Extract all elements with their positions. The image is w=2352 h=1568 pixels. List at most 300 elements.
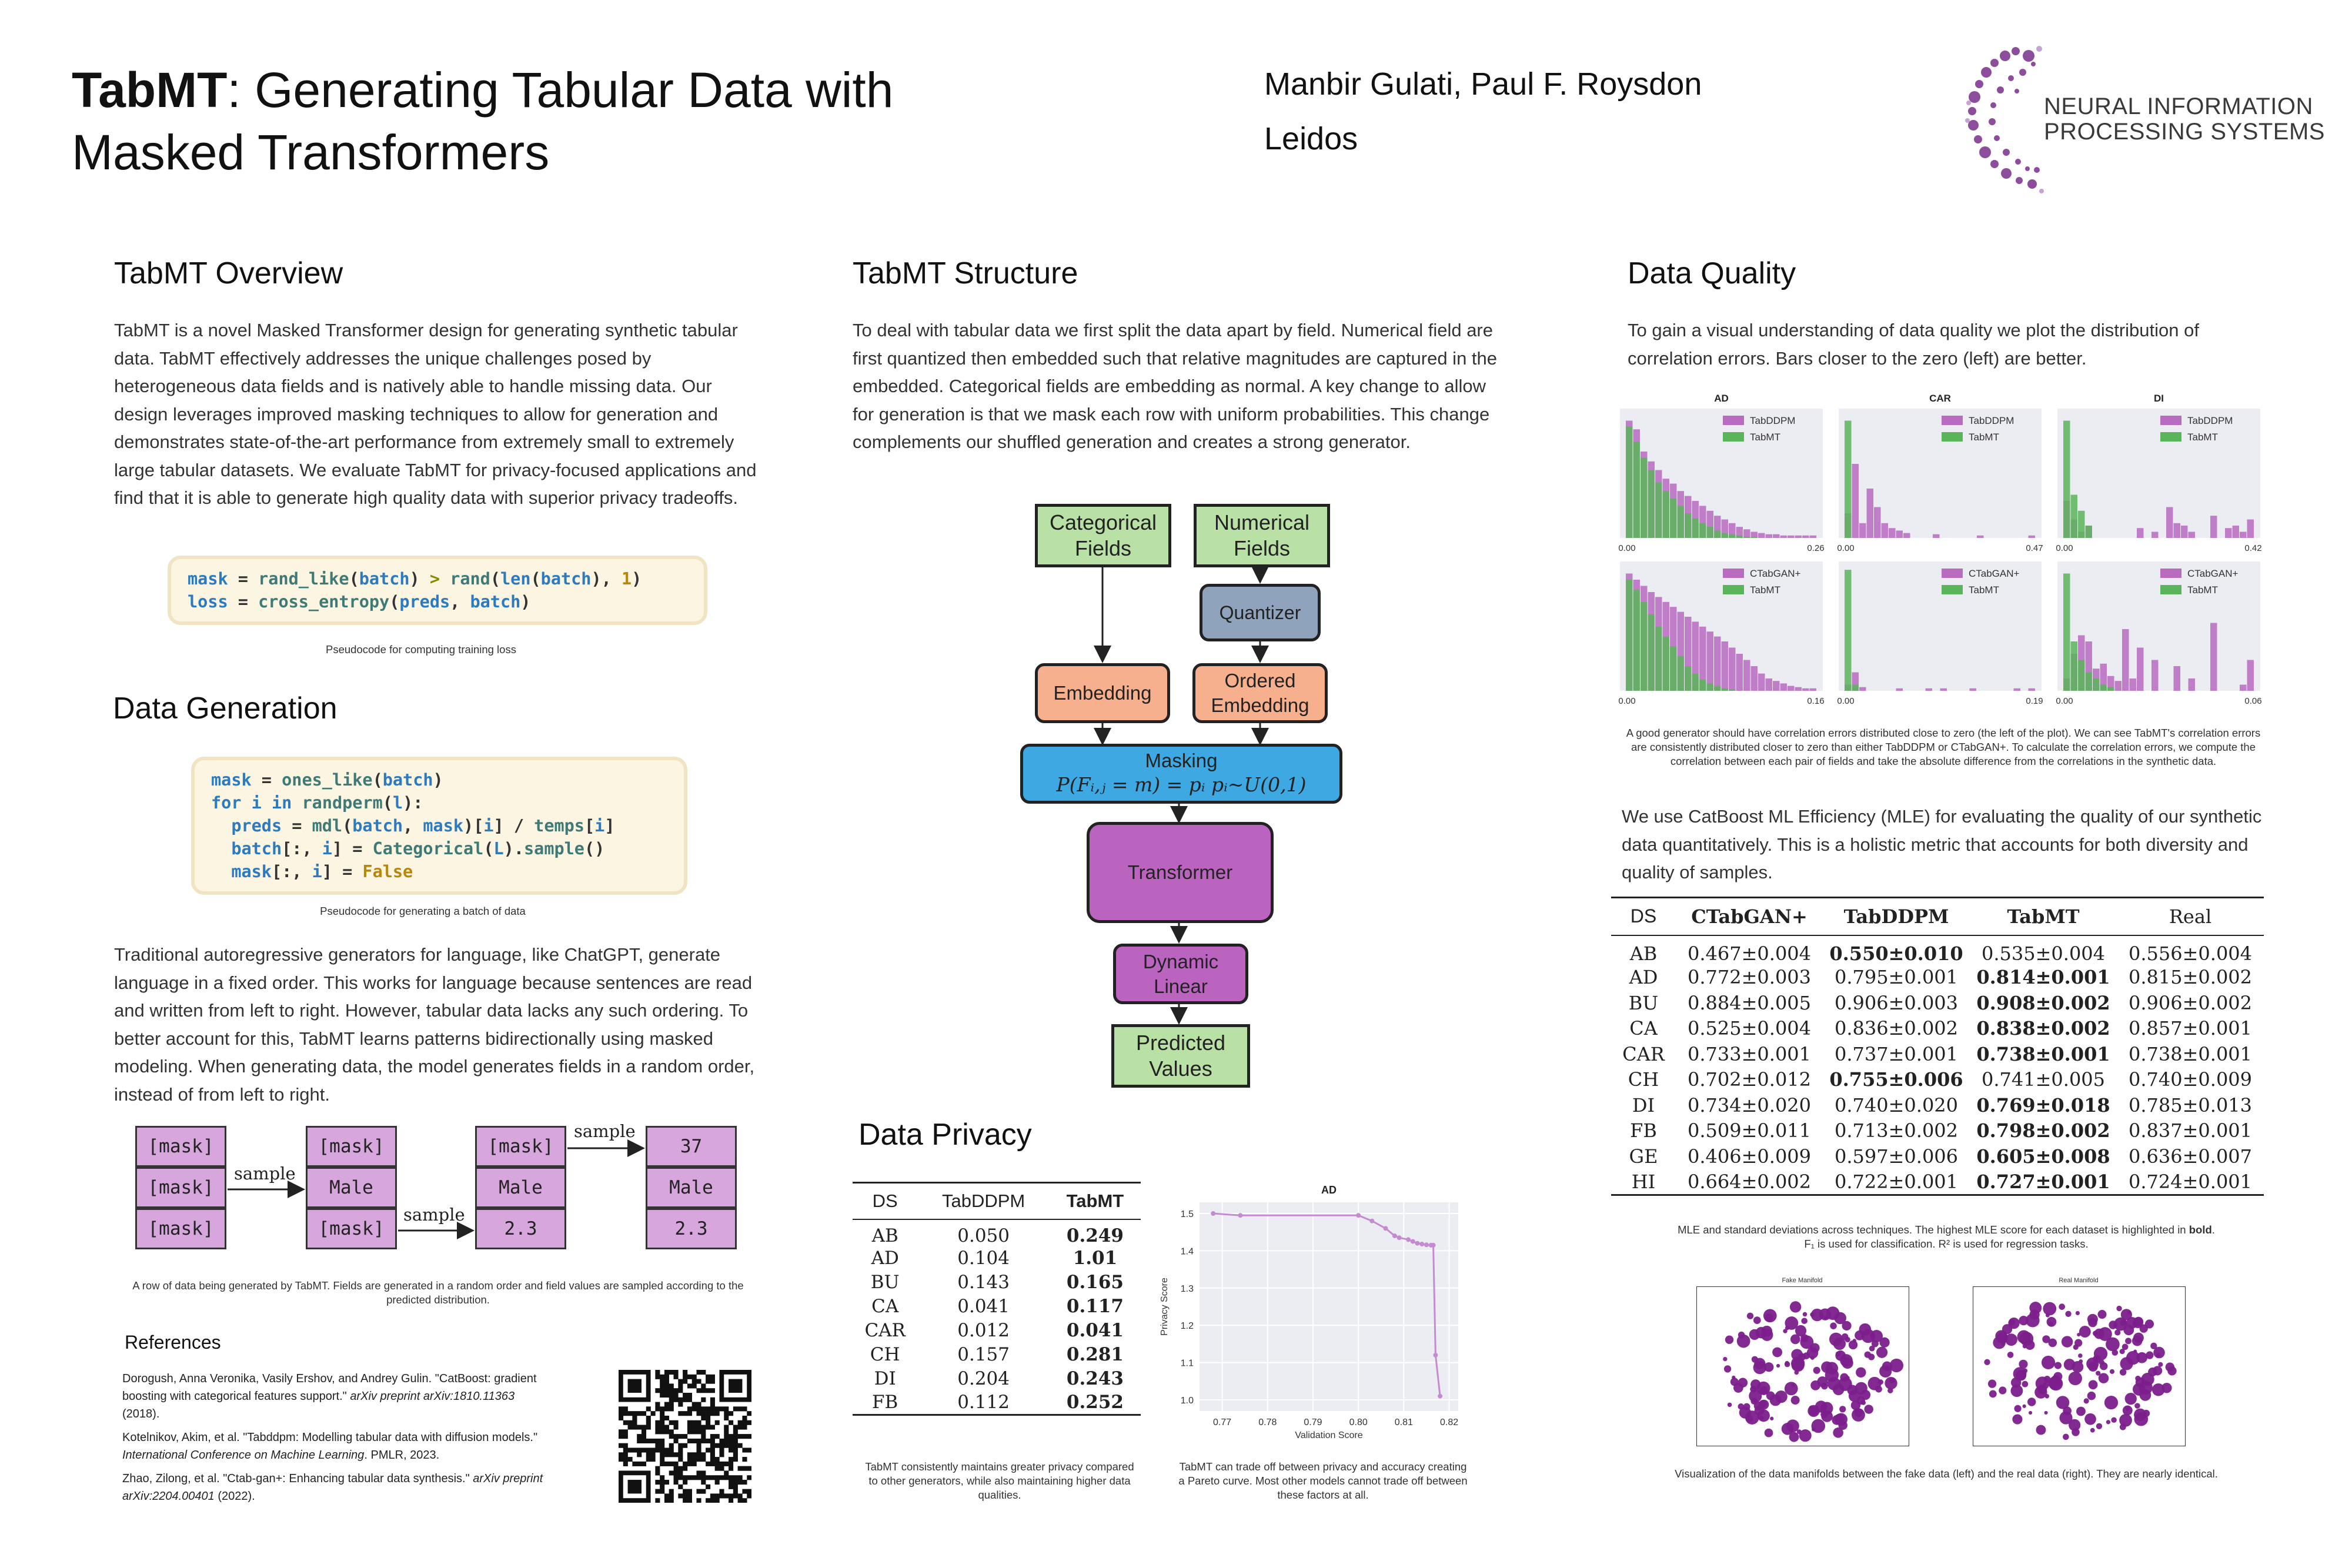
histogram-bar — [2029, 688, 2036, 691]
mle-table — [1611, 897, 2264, 1196]
mle-caption-line2: F₁ is used for classification. R² is used for regression tasks. — [1804, 1238, 2089, 1250]
privacy-table-cell: 0.281 — [1066, 1344, 1124, 1365]
histogram-bar — [1970, 688, 1977, 691]
qr-module — [651, 1447, 656, 1452]
legend-label: TabMT — [2187, 432, 2218, 443]
qr-module — [692, 1379, 697, 1384]
qr-module — [646, 1416, 651, 1420]
mle-table-cell: 0.857±0.001 — [2128, 1017, 2253, 1040]
histogram-bar — [2071, 495, 2078, 539]
qr-module — [729, 1447, 733, 1452]
qr-module — [669, 1429, 674, 1434]
qr-module — [655, 1402, 660, 1407]
manifold-cluster — [2090, 1428, 2095, 1433]
mle-table-row — [1611, 1092, 2264, 1118]
qr-module — [687, 1406, 692, 1411]
manifold-cluster — [1868, 1353, 1875, 1360]
histogram-bar — [1707, 683, 1714, 691]
manifold-cluster — [2044, 1411, 2048, 1415]
qr-module — [687, 1393, 692, 1398]
legend-swatch — [1942, 569, 1963, 578]
mle-table-cell: 0.795±0.001 — [1834, 966, 1959, 989]
qr-module — [715, 1466, 720, 1471]
qr-module — [747, 1411, 751, 1416]
qr-module — [655, 1480, 660, 1485]
manifold-cluster — [2076, 1311, 2080, 1315]
privacy-table-cell: 0.165 — [1066, 1272, 1124, 1293]
manifold-cluster — [1770, 1417, 1773, 1420]
mle-table-cell: 0.798±0.002 — [1976, 1119, 2110, 1142]
histogram-bar — [2086, 673, 2093, 691]
qr-module — [724, 1475, 729, 1480]
mle-table-cell: DI — [1632, 1094, 1655, 1116]
manifold-cluster — [1776, 1364, 1780, 1368]
qr-module — [724, 1411, 729, 1416]
manifold-cluster — [1984, 1359, 1990, 1365]
categorical-fields-box: Categorical Fields — [1035, 504, 1171, 567]
qr-module — [706, 1406, 710, 1411]
qr-module — [738, 1493, 743, 1498]
histogram-bar — [1743, 529, 1750, 538]
poster-title — [72, 59, 894, 183]
qr-module — [678, 1383, 683, 1388]
qr-module — [683, 1489, 687, 1494]
qr-module — [687, 1411, 692, 1416]
mle-table-cell: CH — [1628, 1068, 1659, 1091]
histogram-bar — [2014, 688, 2021, 691]
qr-module — [660, 1475, 664, 1480]
qr-module — [729, 1462, 733, 1466]
qr-module — [719, 1493, 724, 1498]
qr-module — [724, 1493, 729, 1498]
histogram-bar — [2130, 678, 2137, 691]
qr-module — [678, 1470, 683, 1475]
row-cell: [mask] — [306, 1126, 397, 1167]
mle-table-cell: 0.772±0.003 — [1687, 966, 1812, 989]
histogram-bar — [1699, 680, 1706, 691]
manifold-cluster — [1879, 1338, 1889, 1348]
qr-module — [696, 1370, 701, 1375]
qr-module — [683, 1375, 687, 1379]
manifold-cluster — [2106, 1338, 2120, 1352]
sample-label: sample — [403, 1205, 465, 1225]
manifold-cluster — [1743, 1403, 1750, 1410]
structure-body: To deal with tabular data we first split the data apart by field. Numerical field are first quantized then embedded such that relative magnitudes are captured in the embedded. Categorical fields are embedding as normal. A key change to allow for generation is that we mask each row with uniform probabilities. This change complements our shuffled generation and creates a strong generator. — [853, 320, 1498, 452]
legend-swatch — [1942, 432, 1963, 442]
manifold-cluster — [1772, 1348, 1782, 1358]
manifold-cluster — [1761, 1329, 1773, 1341]
qr-module — [692, 1452, 697, 1457]
qr-module — [742, 1406, 747, 1411]
histogram-bar — [1940, 688, 1947, 691]
masking-box — [1020, 744, 1342, 804]
manifold-cluster — [2043, 1302, 2056, 1316]
histogram-plot — [1614, 391, 1829, 553]
histogram-title: DI — [2154, 393, 2164, 404]
qr-module — [687, 1439, 692, 1443]
histogram-bar — [1933, 534, 1940, 538]
manifold-cluster — [1995, 1330, 2007, 1342]
qr-module — [655, 1370, 660, 1375]
histogram-bar — [1648, 614, 1655, 691]
manifold-cluster — [2100, 1362, 2108, 1370]
qr-module — [701, 1388, 706, 1393]
qr-module — [747, 1475, 751, 1480]
qr-module — [632, 1411, 637, 1416]
qr-module — [701, 1489, 706, 1494]
manifold-cluster — [2029, 1411, 2032, 1415]
authors: Manbir Gulati, Paul F. Roysdon — [1264, 66, 1702, 102]
qr-module — [733, 1485, 738, 1489]
qr-module — [729, 1466, 733, 1471]
qr-module — [687, 1420, 692, 1425]
histogram-title: AD — [1714, 393, 1729, 404]
qr-module — [701, 1429, 706, 1434]
histogram-bar — [1802, 536, 1809, 538]
qr-module — [628, 1447, 633, 1452]
privacy-table-cell: 0.112 — [957, 1392, 1010, 1413]
qr-module — [742, 1416, 747, 1420]
mle-table-cell: 0.556±0.004 — [2128, 942, 2253, 965]
chart-x-tick-label: 0.79 — [1304, 1417, 1322, 1427]
manifold-cluster — [1835, 1413, 1847, 1426]
qr-module — [687, 1452, 692, 1457]
histogram-tick-label: 0.19 — [2026, 696, 2043, 706]
qr-module — [683, 1480, 687, 1485]
histogram-bar — [2137, 648, 2144, 691]
fake-manifold-plot — [1696, 1286, 1909, 1446]
qr-module — [729, 1485, 733, 1489]
histogram-tick-label: 0.26 — [1807, 543, 1825, 553]
qr-module — [655, 1425, 660, 1430]
chart-point — [1356, 1213, 1361, 1218]
histogram-bar — [2151, 660, 2159, 691]
legend-swatch — [2160, 416, 2181, 425]
qr-module — [655, 1466, 660, 1471]
qr-module — [619, 1429, 623, 1434]
qr-module — [669, 1383, 674, 1388]
histogram-bar — [2210, 516, 2217, 538]
qr-module — [738, 1406, 743, 1411]
privacy-table-cell: 0.012 — [957, 1320, 1010, 1341]
quality-intro: To gain a visual understanding of data quality we plot the distribution of correlation errors. Bars closer to the zero (left) are better. — [1628, 320, 2199, 369]
qr-module — [646, 1457, 651, 1462]
qr-module — [724, 1443, 729, 1448]
qr-module — [724, 1425, 729, 1430]
manifold-cluster — [1989, 1390, 1997, 1398]
qr-module — [651, 1411, 656, 1416]
mle-table-cell: 0.597±0.006 — [1834, 1145, 1959, 1168]
manifold-cluster — [1738, 1403, 1744, 1410]
qr-code-icon[interactable] — [619, 1370, 751, 1503]
qr-module — [724, 1406, 729, 1411]
qr-module — [674, 1370, 679, 1375]
legend-swatch — [2160, 432, 2181, 442]
manifold-cluster — [1725, 1336, 1733, 1344]
qr-module — [715, 1480, 720, 1485]
qr-module — [646, 1425, 651, 1430]
manifold-cluster — [2029, 1309, 2039, 1319]
qr-module — [646, 1406, 651, 1411]
histogram-tick-label: 0.00 — [1618, 696, 1636, 706]
qr-module — [738, 1420, 743, 1425]
privacy-table-cell: CAR — [864, 1320, 906, 1341]
qr-module — [738, 1466, 743, 1471]
qr-module — [701, 1425, 706, 1430]
qr-module — [669, 1447, 674, 1452]
qr-module — [660, 1375, 664, 1379]
legend-label: TabDDPM — [1750, 415, 1796, 426]
qr-module — [674, 1398, 679, 1402]
qr-module — [701, 1452, 706, 1457]
manifold-cluster — [2025, 1340, 2035, 1350]
qr-module — [664, 1480, 669, 1485]
generation-diagram-caption: A row of data being generated by TabMT. Fields are generated in a random order and field values are sampled according to the predicted distribution. — [132, 1279, 744, 1306]
qr-module — [678, 1447, 683, 1452]
qr-module — [660, 1489, 664, 1494]
qr-module — [683, 1398, 687, 1402]
qr-module — [678, 1466, 683, 1471]
qr-module — [696, 1443, 701, 1448]
qr-module — [701, 1457, 706, 1462]
quantizer-box: Quantizer — [1200, 584, 1321, 641]
privacy-table-cell: 0.143 — [957, 1272, 1010, 1293]
qr-module — [710, 1447, 715, 1452]
qr-module — [619, 1406, 623, 1411]
histogram-plot — [1833, 391, 2047, 553]
manifold-cluster — [2150, 1343, 2157, 1349]
histogram-bar — [1977, 536, 1984, 538]
qr-module — [632, 1420, 637, 1425]
qr-module — [669, 1493, 674, 1498]
mle-table-cell: 0.908±0.002 — [1976, 991, 2110, 1014]
histogram-legend — [1719, 565, 1813, 599]
privacy-table-cell: AD — [871, 1248, 899, 1269]
mle-col-header: CTabGAN+ — [1691, 905, 1808, 928]
privacy-table-cell: 0.041 — [1066, 1320, 1124, 1341]
histogram-bar — [2240, 532, 2247, 539]
histogram-bar — [2029, 536, 2036, 538]
privacy-table-cell: 0.050 — [957, 1225, 1010, 1246]
histogram-bar — [1773, 534, 1780, 538]
manifold-cluster — [1782, 1423, 1794, 1435]
legend-swatch — [1723, 585, 1744, 594]
mle-table-row — [1611, 935, 2264, 965]
mle-table-cell: 0.733±0.001 — [1687, 1042, 1812, 1065]
qr-module — [664, 1447, 669, 1452]
quality-heading: Data Quality — [1628, 256, 1796, 290]
histogram-bar — [1670, 646, 1677, 691]
privacy-table-cell: 0.104 — [957, 1248, 1010, 1269]
qr-module — [724, 1416, 729, 1420]
qr-module — [664, 1402, 669, 1407]
qr-module — [655, 1447, 660, 1452]
histogram-bar — [2093, 678, 2100, 691]
qr-module — [674, 1393, 679, 1398]
manifold-cluster — [2084, 1398, 2089, 1403]
qr-module — [678, 1475, 683, 1480]
qr-module — [733, 1429, 738, 1434]
qr-module — [678, 1379, 683, 1384]
qr-module — [660, 1393, 664, 1398]
chart-y-tick-label: 1.3 — [1180, 1283, 1194, 1294]
qr-module — [678, 1402, 683, 1407]
qr-module — [733, 1475, 738, 1480]
qr-module — [683, 1411, 687, 1416]
qr-module — [623, 1457, 628, 1462]
qr-module — [674, 1388, 679, 1393]
privacy-table-cell: 0.204 — [957, 1368, 1010, 1389]
manifold-cluster — [1840, 1354, 1853, 1367]
manifold-cluster — [2054, 1362, 2062, 1369]
qr-module — [678, 1411, 683, 1416]
mle-table-cell: 0.838±0.002 — [1976, 1017, 2110, 1040]
qr-module — [664, 1429, 669, 1434]
qr-module — [637, 1462, 642, 1466]
generation-heading: Data Generation — [113, 691, 338, 726]
qr-module — [655, 1443, 660, 1448]
qr-module — [664, 1393, 669, 1398]
mle-table-cell: 0.406±0.009 — [1687, 1145, 1812, 1168]
qr-module — [710, 1425, 715, 1430]
numerical-fields-box: Numerical Fields — [1194, 504, 1330, 567]
manifold-cluster — [2036, 1425, 2046, 1435]
qr-module — [733, 1489, 738, 1494]
histogram-bar — [2115, 681, 2122, 691]
privacy-table-row — [853, 1295, 1141, 1319]
qr-module — [674, 1466, 679, 1471]
histogram-bar — [1903, 533, 1910, 538]
manifold-cluster — [1728, 1403, 1732, 1407]
histogram-bar — [1663, 637, 1670, 691]
legend-swatch — [1942, 416, 1963, 425]
qr-module — [729, 1498, 733, 1503]
qr-module — [701, 1411, 706, 1416]
legend-swatch — [1723, 416, 1744, 425]
qr-finder — [729, 1379, 742, 1393]
histogram-bar — [2086, 526, 2093, 538]
mle-col-header: Real — [2169, 905, 2212, 928]
qr-module — [696, 1470, 701, 1475]
histogram-tick-label: 0.00 — [2056, 696, 2073, 706]
qr-module — [660, 1411, 664, 1416]
qr-module — [733, 1480, 738, 1485]
mle-table-row — [1611, 990, 2264, 1016]
manifold-cluster — [1868, 1377, 1882, 1390]
legend-label: TabMT — [1750, 584, 1780, 596]
manifold-cluster — [1791, 1383, 1795, 1387]
qr-module — [660, 1443, 664, 1448]
histogram-tick-label: 0.42 — [2244, 543, 2262, 553]
histogram-bar — [1758, 533, 1765, 538]
manifold-cluster — [1808, 1405, 1819, 1417]
mle-intro: We use CatBoost ML Efficiency (MLE) for evaluating the quality of our synthetic data quantitatively. This is a holistic metric that accounts for both diversity and quality of samples. — [1622, 806, 2262, 882]
qr-module — [642, 1462, 646, 1466]
manifold-cluster — [2152, 1383, 2165, 1396]
legend-label: TabDDPM — [1969, 415, 2014, 426]
predicted-values-box: Predicted Values — [1111, 1024, 1250, 1088]
qr-module — [710, 1452, 715, 1457]
histogram-legend — [1719, 412, 1813, 446]
qr-module — [706, 1388, 710, 1393]
manifold-cluster — [2044, 1394, 2049, 1399]
qr-module — [715, 1443, 720, 1448]
qr-module — [669, 1420, 674, 1425]
manifold-cluster — [2086, 1358, 2099, 1370]
fake-manifold-title: Fake Manifold — [1782, 1277, 1823, 1284]
qr-module — [664, 1375, 669, 1379]
qr-module — [729, 1411, 733, 1416]
manifold-cluster — [1790, 1335, 1800, 1345]
manifold-cluster — [1730, 1378, 1739, 1386]
manifold-cluster — [2167, 1366, 2176, 1375]
mle-table-cell: 0.727±0.001 — [1976, 1170, 2110, 1193]
qr-module — [701, 1406, 706, 1411]
privacy-table-row — [853, 1246, 1141, 1271]
privacy-table-cell: CA — [871, 1296, 899, 1317]
qr-module — [655, 1406, 660, 1411]
manifold-cluster — [1882, 1362, 1892, 1372]
qr-module — [669, 1406, 674, 1411]
qr-module — [692, 1429, 697, 1434]
qr-module — [724, 1462, 729, 1466]
qr-module — [696, 1411, 701, 1416]
manifold-cluster — [2116, 1306, 2122, 1311]
histogram-bar — [1722, 533, 1729, 538]
title-rest-2: Masked Transformers — [72, 125, 550, 180]
manifold-cluster — [2019, 1360, 2027, 1369]
histogram-bar — [1896, 688, 1903, 691]
chart-point — [1415, 1241, 1420, 1246]
histogram-bar — [1722, 688, 1729, 691]
qr-module — [692, 1439, 697, 1443]
chart-point — [1383, 1226, 1388, 1231]
qr-module — [687, 1383, 692, 1388]
manifold-cluster — [1753, 1361, 1766, 1374]
qr-module — [669, 1452, 674, 1457]
neurips-logo-text — [2044, 94, 2325, 145]
qr-module — [619, 1416, 623, 1420]
manifold-cluster — [1856, 1368, 1866, 1378]
qr-module — [742, 1420, 747, 1425]
qr-module — [733, 1452, 738, 1457]
qr-module — [651, 1452, 656, 1457]
correlation-histograms — [1614, 388, 2267, 708]
histogram-bar — [1663, 491, 1670, 538]
histogram-bar — [1655, 627, 1662, 691]
qr-module — [642, 1434, 646, 1439]
chart-point — [1369, 1219, 1374, 1223]
qr-module — [706, 1439, 710, 1443]
qr-module — [623, 1452, 628, 1457]
mle-table-cell: BU — [1628, 991, 1659, 1014]
qr-module — [678, 1452, 683, 1457]
histogram-bar — [1802, 688, 1809, 691]
qr-module — [706, 1379, 710, 1384]
histogram-bar — [1795, 536, 1802, 538]
structure-arrows — [1000, 494, 1376, 1117]
qr-module — [729, 1457, 733, 1462]
qr-module — [710, 1457, 715, 1462]
reference-item: Zhao, Zilong, et al. "Ctab-gan+: Enhancing tabular data synthesis." arXiv preprint arXiv:2204.00401 (2022). — [122, 1472, 543, 1503]
manifold-cluster — [2133, 1333, 2144, 1343]
qr-module — [715, 1457, 720, 1462]
manifold-cluster — [2084, 1413, 2096, 1425]
qr-module — [655, 1388, 660, 1393]
qr-module — [701, 1434, 706, 1439]
qr-module — [706, 1485, 710, 1489]
mle-table-cell: 0.724±0.001 — [2128, 1170, 2253, 1193]
